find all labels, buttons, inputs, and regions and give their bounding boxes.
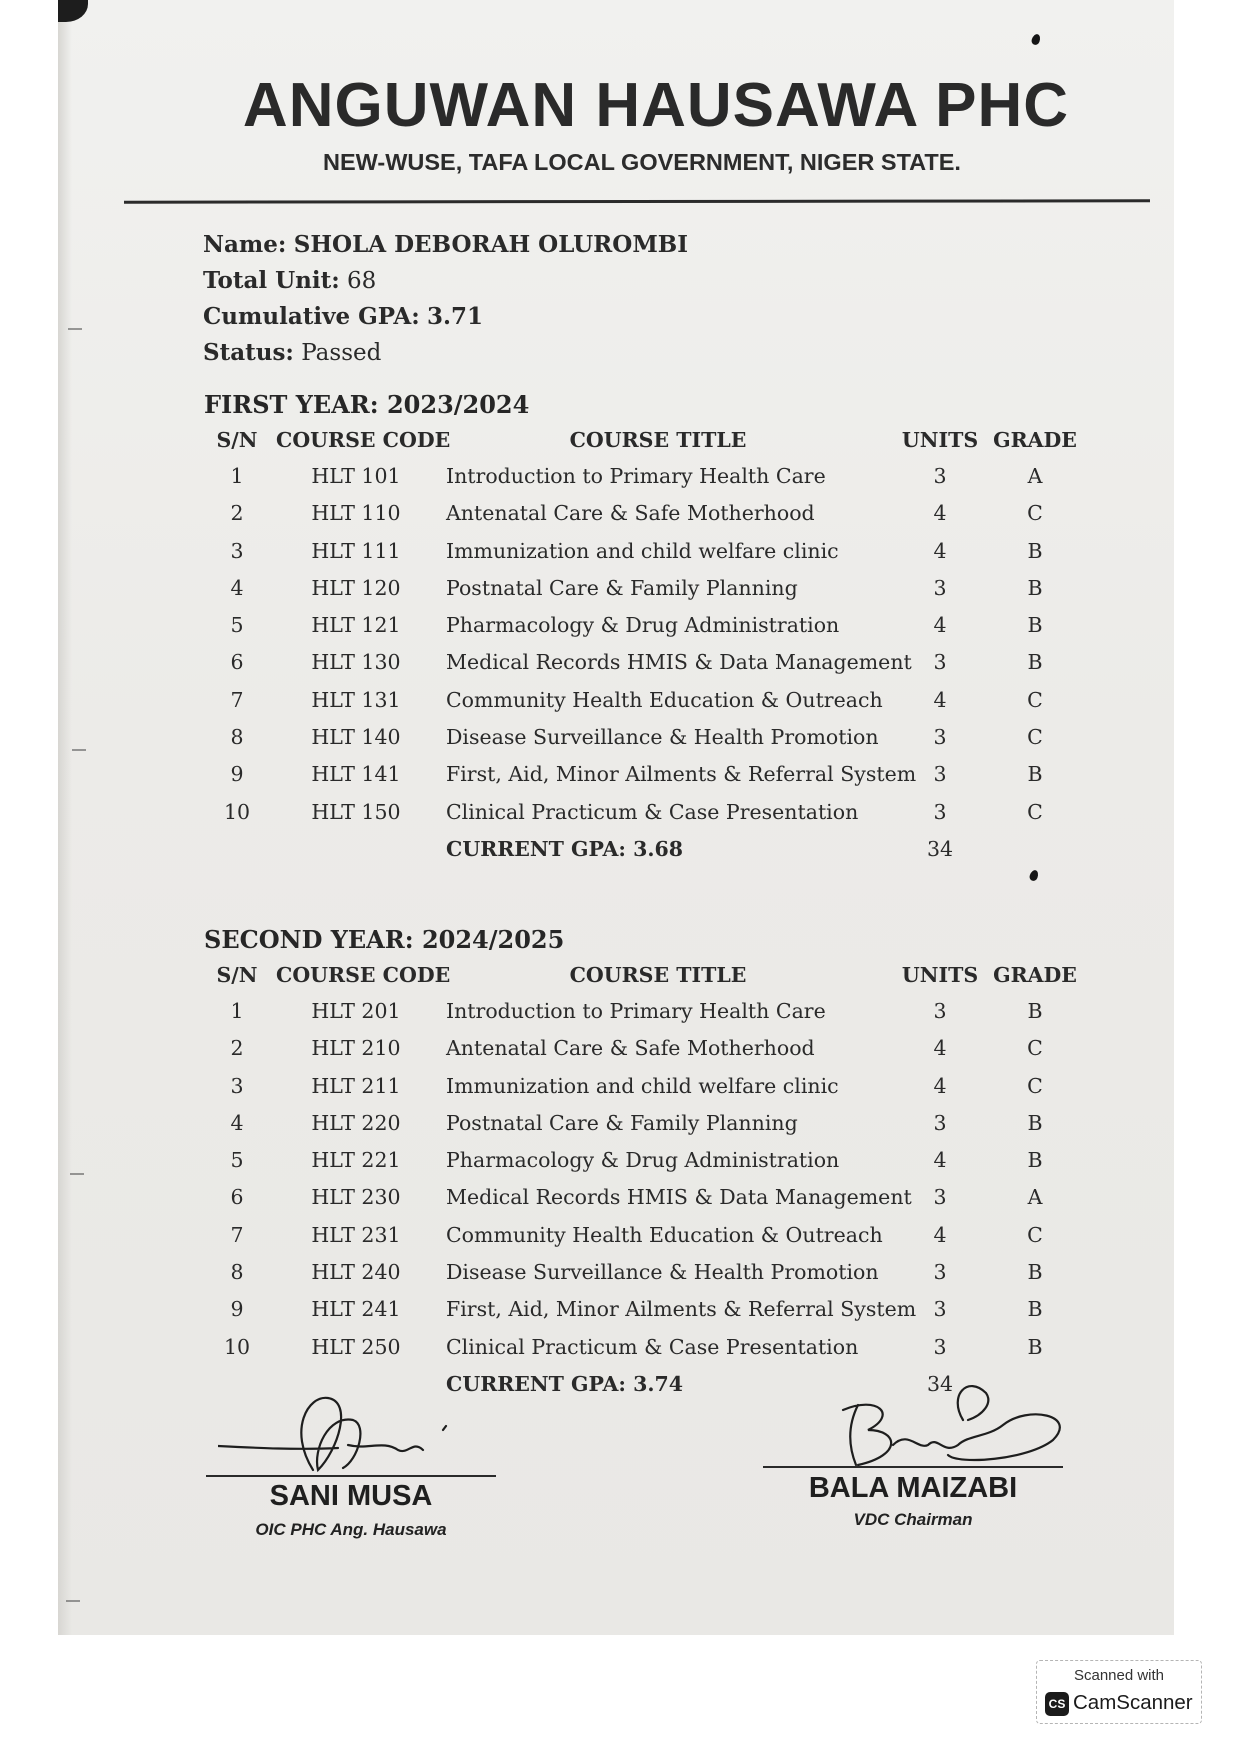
cgpa-label: Cumulative GPA: — [203, 303, 420, 330]
course-title: Introduction to Primary Health Care — [446, 999, 826, 1023]
table-row — [58, 1148, 1174, 1185]
course-sn: 10 — [223, 799, 251, 824]
course-sn: 3 — [230, 538, 244, 563]
course-sn: 6 — [230, 1185, 244, 1210]
course-code: HLT 201 — [311, 999, 401, 1023]
course-code: HLT 110 — [311, 501, 401, 526]
status-value: Passed — [301, 340, 382, 366]
second-year-current-gpa: CURRENT GPA: 3.74 — [446, 1371, 683, 1396]
col-grade: GRADE — [993, 963, 1077, 987]
first-year-table — [58, 428, 1174, 874]
institution-address: NEW-WUSE, TAFA LOCAL GOVERNMENT, NIGER STATE. — [323, 149, 961, 175]
table-row — [58, 762, 1174, 799]
course-units: 4 — [933, 613, 947, 638]
course-title: First, Aid, Minor Ailments & Referral System — [446, 762, 917, 787]
course-code: HLT 230 — [311, 1185, 401, 1210]
total-unit-row — [203, 263, 688, 299]
course-title: Immunization and child welfare clinic — [446, 1073, 839, 1098]
course-units: 4 — [933, 501, 947, 526]
course-units: 3 — [933, 464, 947, 488]
ink-dot — [1030, 33, 1041, 46]
course-units: 3 — [933, 1185, 947, 1210]
course-units: 4 — [933, 538, 947, 563]
course-units: 4 — [933, 1148, 947, 1173]
course-sn: 1 — [230, 999, 244, 1023]
course-sn: 2 — [230, 1036, 244, 1061]
course-grade: B — [1027, 538, 1043, 563]
table-row — [58, 1185, 1174, 1222]
course-units: 3 — [933, 1334, 947, 1359]
ink-corner-mark — [58, 0, 88, 22]
course-grade: C — [1027, 687, 1043, 712]
course-code: HLT 101 — [311, 464, 401, 488]
course-grade: C — [1027, 501, 1043, 526]
table-header — [58, 428, 1174, 464]
course-code: HLT 150 — [311, 799, 401, 824]
first-year-rows — [58, 464, 1174, 837]
table-row — [58, 1036, 1174, 1073]
table-row — [58, 1074, 1174, 1111]
second-year-table — [58, 963, 1174, 1409]
course-sn: 9 — [230, 762, 244, 787]
course-units: 4 — [933, 1222, 947, 1247]
course-grade: C — [1027, 725, 1043, 750]
course-grade: B — [1027, 1260, 1043, 1285]
table-row — [58, 613, 1174, 650]
course-sn: 7 — [230, 1222, 244, 1247]
first-year-current-gpa: CURRENT GPA: 3.68 — [446, 836, 683, 861]
table-row — [58, 650, 1174, 687]
course-grade: C — [1027, 1073, 1043, 1098]
course-units: 3 — [933, 762, 947, 787]
student-name: SHOLA DEBORAH OLUROMBI — [293, 231, 688, 258]
course-grade: B — [1027, 762, 1043, 787]
course-units: 3 — [933, 1110, 947, 1135]
course-code: HLT 140 — [311, 725, 401, 750]
course-sn: 8 — [230, 725, 244, 750]
course-title: Antenatal Care & Safe Motherhood — [446, 501, 815, 526]
signature-line-right — [763, 1466, 1063, 1468]
second-year-total-units: 34 — [926, 1371, 954, 1396]
course-grade: C — [1027, 1036, 1043, 1061]
table-row — [58, 464, 1174, 501]
course-title: Postnatal Care & Family Planning — [446, 1110, 798, 1135]
table-row — [58, 1335, 1174, 1372]
course-title: Clinical Practicum & Case Presentation — [446, 799, 859, 824]
course-grade: A — [1027, 1185, 1043, 1210]
course-sn: 2 — [230, 501, 244, 526]
course-title: Medical Records HMIS & Data Management — [446, 650, 912, 675]
course-code: HLT 111 — [311, 538, 401, 563]
table-header — [58, 963, 1174, 999]
camscanner-logo-icon: CS — [1045, 1692, 1069, 1716]
camscanner-badge — [1036, 1660, 1202, 1724]
table-row — [58, 576, 1174, 613]
course-title: Pharmacology & Drug Administration — [446, 1148, 840, 1173]
course-title: Community Health Education & Outreach — [446, 1222, 883, 1247]
course-title: Antenatal Care & Safe Motherhood — [446, 1036, 815, 1061]
course-sn: 10 — [223, 1334, 251, 1359]
course-title: Clinical Practicum & Case Presentation — [446, 1334, 859, 1359]
course-units: 3 — [933, 999, 947, 1023]
course-grade: B — [1027, 1148, 1043, 1173]
header-divider — [124, 199, 1150, 203]
cgpa-row — [203, 299, 688, 335]
course-sn: 5 — [230, 1148, 244, 1173]
course-grade: B — [1027, 613, 1043, 638]
course-grade: B — [1027, 575, 1043, 600]
course-code: HLT 120 — [311, 575, 401, 600]
course-units: 4 — [933, 687, 947, 712]
course-sn: 4 — [230, 575, 244, 600]
signatory-role-left: OIC PHC Ang. Hausawa — [255, 1520, 447, 1539]
col-units: UNITS — [901, 428, 979, 452]
course-code: HLT 220 — [311, 1110, 401, 1135]
col-course-title: COURSE TITLE — [569, 963, 747, 987]
first-year-total-units: 34 — [926, 836, 954, 861]
col-sn: S/N — [216, 428, 258, 452]
course-code: HLT 250 — [311, 1334, 401, 1359]
course-units: 3 — [933, 650, 947, 675]
table-row — [58, 1223, 1174, 1260]
course-grade: B — [1027, 999, 1043, 1023]
total-unit-value: 68 — [347, 268, 377, 294]
name-label: Name: — [203, 231, 287, 258]
signatory-name-right: BALA MAIZABI — [808, 1472, 1018, 1504]
table-row — [58, 688, 1174, 725]
status-label: Status: — [203, 339, 294, 366]
course-code: HLT 131 — [311, 687, 401, 712]
table-row — [58, 800, 1174, 837]
table-row — [58, 1111, 1174, 1148]
course-sn: 9 — [230, 1297, 244, 1322]
table-row — [58, 1260, 1174, 1297]
course-units: 3 — [933, 799, 947, 824]
scan-speck — [68, 328, 82, 330]
course-title: Disease Surveillance & Health Promotion — [446, 1260, 879, 1285]
signature-bala-maizabi — [798, 1375, 1108, 1475]
col-sn: S/N — [216, 963, 258, 987]
col-grade: GRADE — [993, 428, 1077, 452]
table-row — [58, 539, 1174, 576]
course-title: Pharmacology & Drug Administration — [446, 613, 840, 638]
course-sn: 7 — [230, 687, 244, 712]
col-course-code: COURSE CODE — [276, 428, 451, 452]
table-row — [58, 999, 1174, 1036]
course-units: 3 — [933, 725, 947, 750]
course-title: Introduction to Primary Health Care — [446, 464, 826, 488]
course-units: 3 — [933, 1297, 947, 1322]
course-code: HLT 241 — [311, 1297, 401, 1322]
first-year-gpa-row — [58, 837, 1174, 874]
scan-speck — [66, 1600, 80, 1602]
signatory-name-left: SANI MUSA — [269, 1480, 433, 1512]
course-units: 4 — [933, 1036, 947, 1061]
course-grade: B — [1027, 650, 1043, 675]
course-sn: 8 — [230, 1260, 244, 1285]
badge-brand: CamScanner — [1073, 1691, 1193, 1714]
course-sn: 1 — [230, 464, 244, 488]
course-grade: C — [1027, 799, 1043, 824]
first-year-heading: FIRST YEAR: 2023/2024 — [204, 390, 530, 419]
course-title: Community Health Education & Outreach — [446, 687, 883, 712]
course-code: HLT 240 — [311, 1260, 401, 1285]
col-course-title: COURSE TITLE — [569, 428, 747, 452]
course-units: 4 — [933, 1073, 947, 1098]
total-unit-label: Total Unit: — [203, 267, 340, 294]
course-units: 3 — [933, 1260, 947, 1285]
course-grade: B — [1027, 1297, 1043, 1322]
second-year-heading: SECOND YEAR: 2024/2025 — [204, 925, 565, 954]
status-row — [203, 335, 688, 371]
table-row — [58, 1297, 1174, 1334]
signature-line-left — [206, 1475, 496, 1477]
course-code: HLT 221 — [311, 1148, 401, 1173]
result-sheet — [58, 0, 1174, 1635]
course-title: First, Aid, Minor Ailments & Referral System — [446, 1297, 917, 1322]
course-title: Postnatal Care & Family Planning — [446, 575, 798, 600]
course-code: HLT 141 — [311, 762, 401, 787]
course-sn: 6 — [230, 650, 244, 675]
course-code: HLT 210 — [311, 1036, 401, 1061]
col-course-code: COURSE CODE — [276, 963, 451, 987]
course-sn: 3 — [230, 1073, 244, 1098]
course-units: 3 — [933, 575, 947, 600]
course-grade: A — [1027, 464, 1043, 488]
col-units: UNITS — [901, 963, 979, 987]
course-title: Medical Records HMIS & Data Management — [446, 1185, 912, 1210]
badge-scanned-with: Scanned with — [1073, 1667, 1165, 1684]
course-code: HLT 130 — [311, 650, 401, 675]
course-grade: C — [1027, 1222, 1043, 1247]
course-code: HLT 211 — [311, 1073, 401, 1098]
course-title: Disease Surveillance & Health Promotion — [446, 725, 879, 750]
course-code: HLT 121 — [311, 613, 401, 638]
course-code: HLT 231 — [311, 1222, 401, 1247]
student-name-row — [203, 227, 688, 263]
course-title: Immunization and child welfare clinic — [446, 538, 839, 563]
course-grade: B — [1027, 1110, 1043, 1135]
signatory-role-right: VDC Chairman — [853, 1510, 973, 1529]
course-grade: B — [1027, 1334, 1043, 1359]
course-sn: 5 — [230, 613, 244, 638]
cgpa-value: 3.71 — [427, 303, 484, 330]
institution-name: ANGUWAN HAUSAWA PHC — [242, 71, 1070, 140]
table-row — [58, 501, 1174, 538]
course-sn: 4 — [230, 1110, 244, 1135]
second-year-rows — [58, 999, 1174, 1372]
student-info — [203, 227, 688, 371]
table-row — [58, 725, 1174, 762]
